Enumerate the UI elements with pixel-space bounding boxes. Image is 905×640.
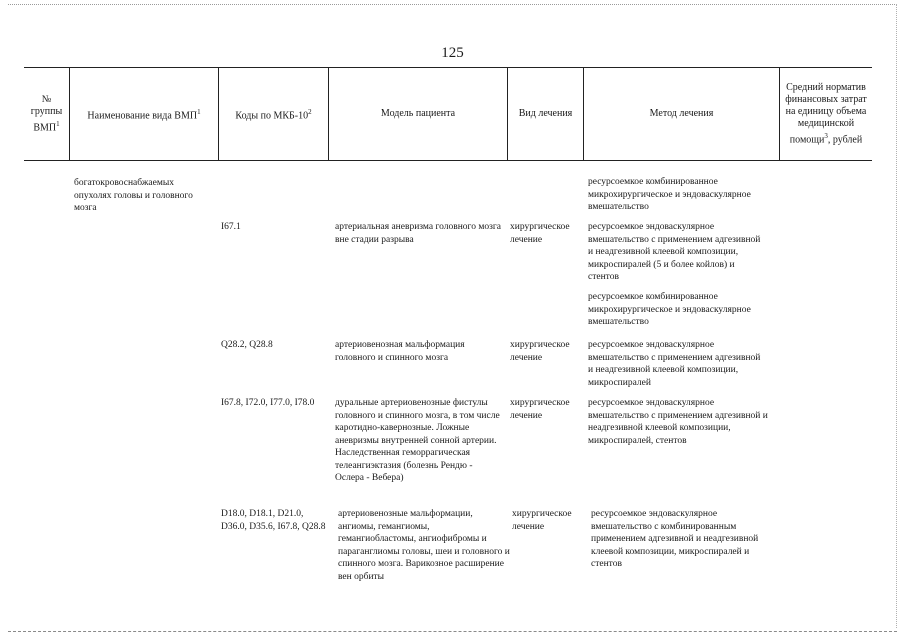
header-patient-model-text: Модель пациента [380, 108, 456, 119]
header-treatment-type [508, 68, 584, 160]
icd-code-row4: D18.0, D18.1, D21.0, D36.0, D35.6, I67.8, Q28.8 [221, 509, 326, 532]
header-average-cost-footnote: 3 [824, 131, 828, 140]
icd-code-row2: Q28.2, Q28.8 [221, 340, 273, 350]
header-icd-codes-text: Коды по МКБ-10 [235, 110, 309, 122]
table-header [24, 67, 872, 161]
page-number: 125 [441, 45, 464, 61]
header-average-cost-text: Средний норматив финансовых затрат на единицу объема медицинской помощи [785, 81, 867, 146]
page-frame-bottom [8, 631, 897, 632]
treatment-type-row3: хирургическое лечение [510, 398, 570, 421]
icd-code-row3: I67.8, I72.0, I77.0, I78.0 [221, 398, 315, 408]
header-group-number-text: № группы ВМП [30, 93, 63, 134]
header-treatment-type-text: Вид лечения [518, 108, 573, 119]
header-vmp-name-footnote: 1 [197, 107, 201, 116]
treatment-type-row1: хирургическое лечение [510, 222, 570, 245]
icd-code-row1: I67.1 [221, 222, 241, 232]
method-row2: ресурсоемкое эндоваскулярное вмешательство с применением адгезивной и неадгезивной клеевой композиции, микроспиралей [588, 340, 761, 388]
patient-model-row1: артериальная аневризма головного мозга вне стадии разрыва [335, 222, 501, 245]
page-frame-top [8, 4, 897, 5]
header-group-number-footnote: 1 [56, 119, 60, 128]
header-icd-codes [219, 68, 329, 160]
header-vmp-name-text: Наименование вида ВМП [87, 110, 198, 122]
treatment-type-row4: хирургическое лечение [512, 509, 572, 532]
header-patient-model [329, 68, 508, 160]
header-icd-codes-footnote: 2 [308, 107, 312, 116]
method-row0: ресурсоемкое комбинированное микрохирургическое и эндоваскулярное вмешательство [588, 177, 751, 212]
method-row3: ресурсоемкое эндоваскулярное вмешательство с применением адгезивной и неадгезивной клеевой композиции, микроспиралей, стентов [588, 398, 768, 446]
header-group-number [24, 68, 70, 160]
header-vmp-name [70, 68, 219, 160]
method-row4: ресурсоемкое эндоваскулярное вмешательство с комбинированным применением адгезивной и неадгезивной клеевой композиции, микроспиралей и стентов [591, 509, 759, 569]
header-treatment-method-text: Метод лечения [649, 108, 714, 119]
header-average-cost [780, 68, 872, 160]
patient-model-row4: артериовенозные мальформации, ангиомы, гемангиомы, гемангиобластомы, ангиофибромы и параганглиомы головы, шеи и головного и спинного мозга. Варикозное расширение вен орбиты [338, 509, 510, 582]
page-frame-right [896, 4, 897, 628]
patient-model-row2: артериовенозная мальформация головного и спинного мозга [335, 340, 465, 363]
header-treatment-method [584, 68, 780, 160]
method-row1b: ресурсоемкое комбинированное микрохирургическое и эндоваскулярное вмешательство [588, 292, 751, 327]
method-row1a: ресурсоемкое эндоваскулярное вмешательство с применением адгезивной и неадгезивной клеевой композиции, микроспиралей (5 и более койлов) и стентов [588, 222, 761, 282]
header-average-cost-suffix: , рублей [827, 134, 863, 146]
vmp-name-continued: богатокровоснабжаемых опухолях головы и головного мозга [74, 178, 193, 213]
treatment-type-row2: хирургическое лечение [510, 340, 570, 363]
patient-model-row3: дуральные артериовенозные фистулы головного и спинного мозга, в том числе каротидно-кавернозные. Ложные аневризмы внутренней сонной артерии. Наследственная геморрагическая телеангиэктазия (болезнь Рендю - Ослера - Вебера) [335, 398, 500, 483]
